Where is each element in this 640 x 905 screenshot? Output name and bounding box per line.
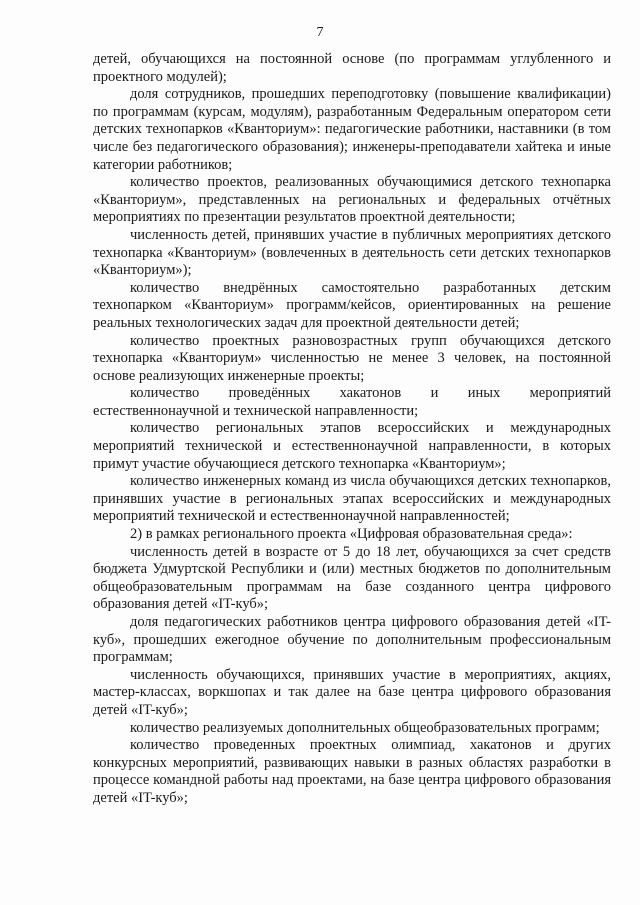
paragraph-olympiads-hackathons: количество проведенных проектных олимпиад, хакатонов и других конкурсных мероприятий, развивающих навыки в разных областях разработки в процессе командной работы над проектами, на базе центра цифрового образования детей «IT-куб»; [93, 737, 611, 806]
paragraph-regional-stages: количество региональных этапов всероссийских и международных мероприятий технической и естественнонаучной направленности, в которых примут участие обучающиеся детского технопарка «Кванториум»; [93, 420, 611, 472]
paragraph-children-public-events: численность детей, принявших участие в публичных мероприятиях детского технопарка «Кванториум» (вовлеченных в деятельность сети детских технопарков «Кванториум»); [93, 226, 611, 279]
document-body [93, 51, 611, 808]
paragraph-engineering-teams: количество инженерных команд из числа обучающихся детских технопарков, принявших участие в региональных этапах всероссийских и международных мероприятий технической и естественнонаучной направленностей; [93, 473, 611, 525]
paragraph-staff-share: доля сотрудников, прошедших переподготовку (повышение квалификации) по программам (курсам, модулям), разработанным Федеральным оператором сети детских технопарков «Кванториум»: педагогические работники, наставники (в том числе без педагогического образования); инженеры-преподаватели хайтека и иные категории работников; [93, 86, 611, 173]
paragraph-projects-count: количество проектов, реализованных обучающимися детского технопарка «Кванториум», представленных на региональных и федеральных отчётных мероприятиях по презентации результатов проектной деятельности; [93, 174, 611, 226]
paragraph-teachers-training: доля педагогических работников центра цифрового образования детей «IT-куб», прошедших ежегодное обучение по дополнительным профессиональным программам; [93, 614, 611, 666]
paragraph-continuation: детей, обучающихся на постоянной основе (по программам углубленного и проектного модулей); [93, 51, 611, 85]
page-number: 7 [316, 25, 324, 40]
paragraph-programs-cases: количество внедрённых самостоятельно разработанных детским технопарком «Кванториум» программ/кейсов, ориентированных на решение реальных технологических задач для проектной деятельности детей; [93, 279, 611, 331]
paragraph-children-count-itcube: численность детей в возрасте от 5 до 18 лет, обучающихся за счет средств бюджета Удмуртской Республики и (или) местных бюджетов по дополнительным общеобразовательным программам на базе созданного центра цифрового образования детей «IT-куб»; [93, 543, 611, 613]
paragraph-programs-count: количество реализуемых дополнительных общеобразовательных программ; [130, 719, 600, 736]
paragraph-hackathons: количество проведённых хакатонов и иных мероприятий естественнонаучной и технической направленности; [93, 385, 611, 419]
paragraph-project-groups: количество проектных разновозрастных групп обучающихся детского технопарка «Кванториум» численностью не менее 3 человек, на постоянной основе реализующих инженерные проекты; [93, 332, 611, 384]
paragraph-students-events: численность обучающихся, принявших участие в мероприятиях, акциях, мастер-классах, воркшопах и так далее на базе центра цифрового образования детей «IT-куб»; [93, 666, 611, 718]
section-heading-digital-environment: 2) в рамках регионального проекта «Цифровая образовательная среда»: [130, 526, 573, 543]
